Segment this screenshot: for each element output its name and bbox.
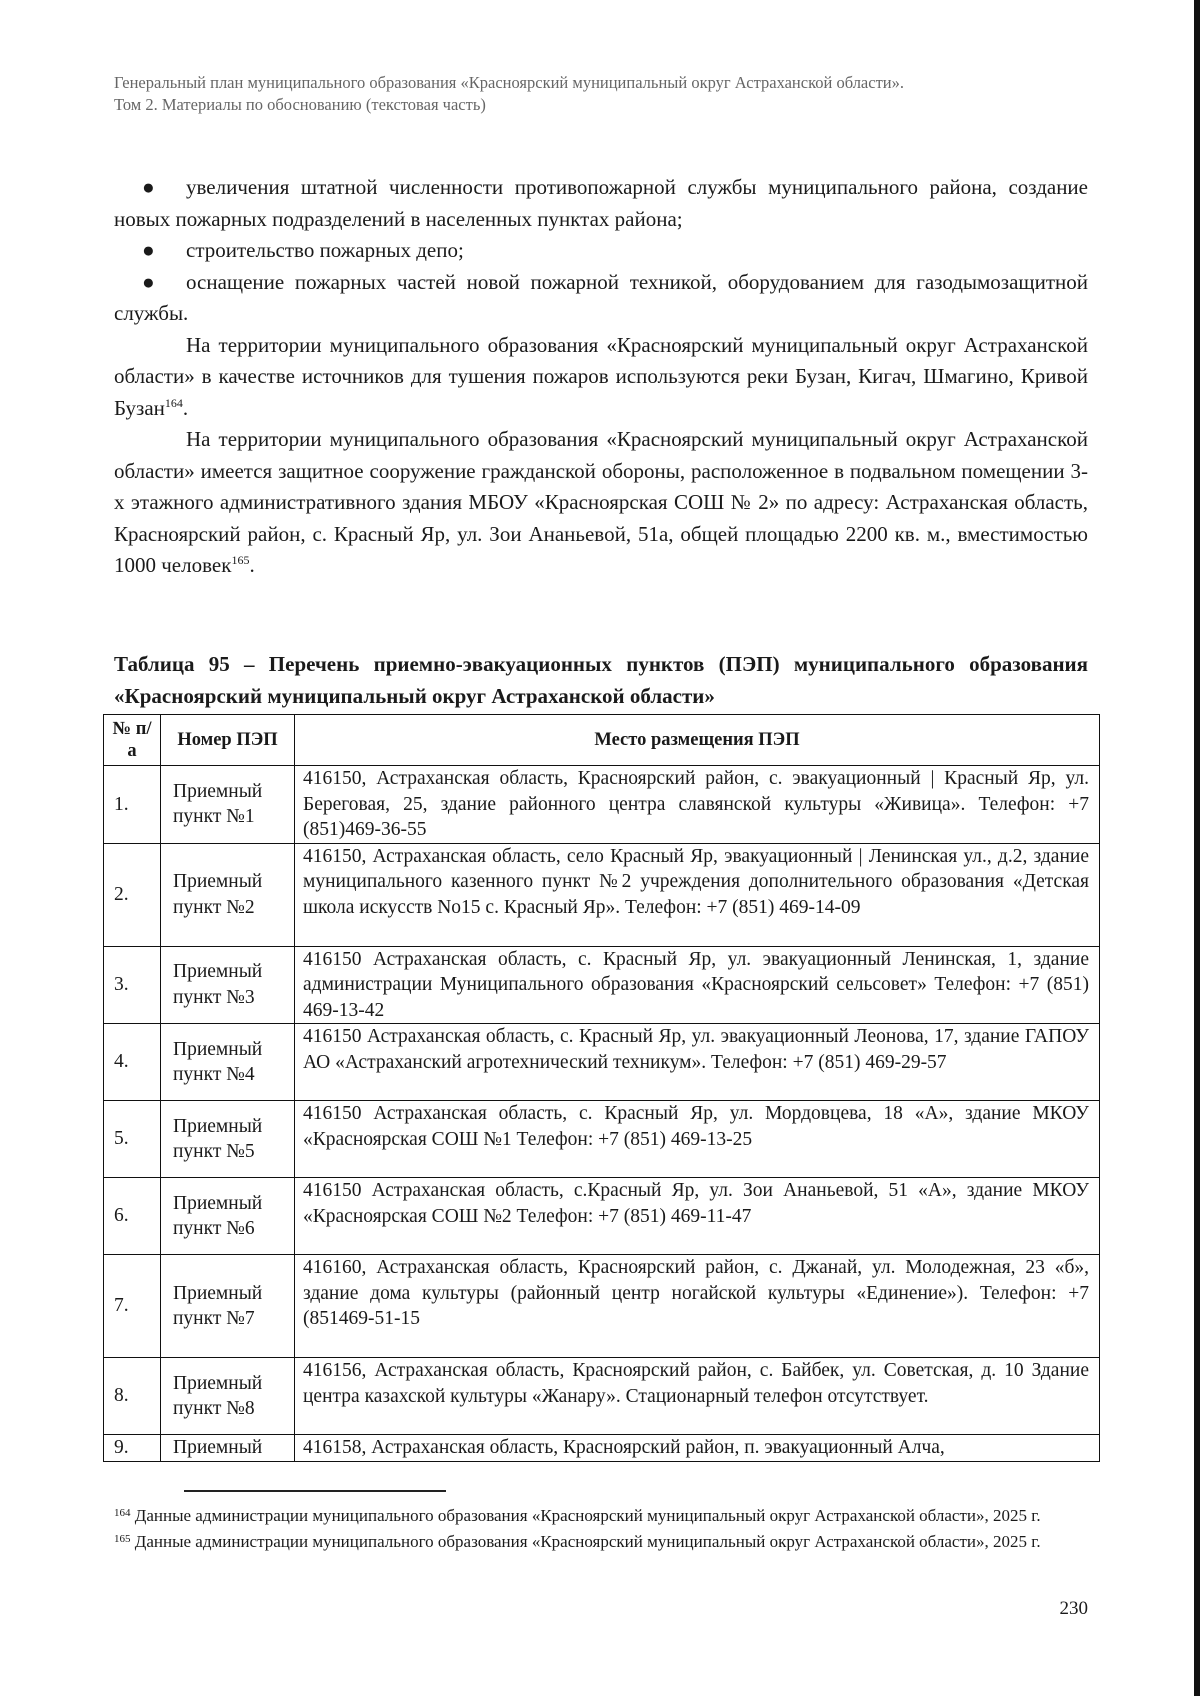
table-row: [104, 1101, 1100, 1178]
bullet-icon: ●: [142, 269, 155, 294]
row-number: 1.: [104, 766, 161, 844]
evacuation-points-table: [103, 714, 1100, 1462]
row-pep-name: Приемный пункт №5: [161, 1101, 295, 1178]
row-location: 416150 Астраханская область, с. Красный Яр, ул. эвакуационный Леонова, 17, здание ГАПОУ АО «Астраханский агротехнический техникум». Телефон: +7 (851) 469-29-57: [295, 1024, 1100, 1101]
footnote-164: $^{164}$ Данные администрации муниципального образования «Красноярский муниципальный округ Астраханской области», 2025 г.: [114, 1506, 1041, 1525]
row-pep-name: Приемный пункт №6: [161, 1178, 295, 1255]
row-number: 4.: [104, 1024, 161, 1101]
table-row: [104, 1358, 1100, 1435]
row-number: 6.: [104, 1178, 161, 1255]
running-header: [114, 72, 1088, 116]
row-pep-name: Приемный пункт №1: [161, 766, 295, 844]
row-pep-name: Приемный: [161, 1435, 295, 1462]
footnote-ref-164[interactable]: 164: [164, 395, 183, 410]
footnote-165: $^{165}$ Данные администрации муниципального образования «Красноярский муниципальный округ Астраханской области», 2025 г.: [114, 1532, 1041, 1551]
row-location: 416150 Астраханская область, с. Красный Яр, ул. эвакуационный Ленинская, 1, здание администрации Муниципального образования «Красноярский сельсовет» Телефон: +7 (851) 469-13-42: [295, 946, 1100, 1024]
row-pep-name: Приемный пункт №3: [161, 946, 295, 1024]
row-pep-name: Приемный пункт №7: [161, 1255, 295, 1358]
bullet-text: увеличения штатной численности противопожарной службы муниципального района, создание новых пожарных подразделений в населенных пунктах района;: [114, 175, 1088, 231]
page-number: 230: [1059, 1598, 1088, 1619]
table-row: [104, 1255, 1100, 1358]
row-number: 8.: [104, 1358, 161, 1435]
table-row: [104, 1178, 1100, 1255]
column-header-pep-name: Номер ПЭП: [161, 715, 295, 766]
table-row: [104, 946, 1100, 1024]
row-number: 5.: [104, 1101, 161, 1178]
column-header-number: № п/а: [104, 715, 161, 766]
bullet-text: строительство пожарных депо;: [186, 238, 464, 262]
row-location: 416150 Астраханская область, с. Красный Яр, ул. Мордовцева, 18 «А», здание МКОУ «Красноярская СОШ №1 Телефон: +7 (851) 469-13-25: [295, 1101, 1100, 1178]
row-location: 416156, Астраханская область, Красноярский район, с. Байбек, ул. Советская, д. 10 Здание центра казахской культуры «Жанару». Стационарный телефон отсутствует.: [295, 1358, 1100, 1435]
page-edge-border: [1194, 0, 1200, 1696]
footnote-separator: [184, 1490, 446, 1492]
paragraph-fire-sources: На территории муниципального образования «Красноярский муниципальный округ Астраханской области» в качестве источников для тушения пожаров используются реки Бузан, Кигач, Шмагино, Кривой Бузан$^{164}$.: [114, 332, 1088, 420]
bullet-text: оснащение пожарных частей новой пожарной техникой, оборудованием для газодымозащитной службы.: [114, 269, 1088, 325]
row-pep-name: Приемный пункт №8: [161, 1358, 295, 1435]
bullet-icon: ●: [142, 238, 155, 262]
row-location: 416150, Астраханская область, Красноярский район, с. эвакуационный | Красный Яр, ул. Береговая, 25, здание районного центра славянской культуры «Живица». Телефон: +7 (851)469-36-55: [295, 766, 1100, 844]
header-line-1: Генеральный план муниципального образования «Красноярский муниципальный округ Астраханской области».: [114, 73, 904, 92]
table-row: [104, 1435, 1100, 1462]
row-number: 3.: [104, 946, 161, 1024]
row-location: 416150, Астраханская область, село Красный Яр, эвакуационный | Ленинская ул., д.2, здание муниципального казенного пункт №2 учреждения дополнительного образования «Детская школа искусств No15 с. Красный Яр». Телефон: +7 (851) 469-14-09: [295, 843, 1100, 946]
paragraph-civil-defense: На территории муниципального образования «Красноярский муниципальный округ Астраханской области» имеется защитное сооружение гражданской обороны, расположенное в подвальном помещении 3-х этажного административного здания МБОУ «Красноярская СОШ № 2» по адресу: Астраханская область, Красноярский район, с. Красный Яр, ул. Зои Ананьевой, 51а, общей площадью 2200 кв. м., вместимостью 1000 человек$^{165}$.: [114, 427, 1088, 577]
row-number: 7.: [104, 1255, 161, 1358]
bullet-item: [114, 235, 1088, 267]
row-location: 416158, Астраханская область, Красноярский район, п. эвакуационный Алча,: [295, 1435, 1100, 1462]
row-number: 2.: [104, 843, 161, 946]
row-pep-name: Приемный пункт №2: [161, 843, 295, 946]
header-line-2: Том 2. Материалы по обоснованию (текстовая часть): [114, 95, 486, 114]
row-location: 416160, Астраханская область, Красноярский район, с. Джанай, ул. Молодежная, 23 «б», здание дома культуры (районный центр ногайской культуры «Единение»). Телефон: +7 (851469-51-15: [295, 1255, 1100, 1358]
table-row: [104, 766, 1100, 844]
column-header-location: Место размещения ПЭП: [295, 715, 1100, 766]
table-row: [104, 843, 1100, 946]
body-text: [114, 172, 1088, 582]
row-pep-name: Приемный пункт №4: [161, 1024, 295, 1101]
table-title: Таблица 95 – Перечень приемно-эвакуационных пунктов (ПЭП) муниципального образования «Красноярский муниципальный округ Астраханской области»: [114, 652, 1088, 708]
bullet-item: [114, 267, 1088, 330]
table-row: [104, 1024, 1100, 1101]
footnote-ref-165[interactable]: 165: [231, 553, 250, 567]
row-location: 416150 Астраханская область, с.Красный Яр, ул. Зои Ананьевой, 51 «А», здание МКОУ «Красноярская СОШ №2 Телефон: +7 (851) 469-11-47: [295, 1178, 1100, 1255]
table-header-row: [104, 715, 1100, 766]
bullet-icon: ●: [142, 175, 155, 199]
bullet-item: [114, 172, 1088, 235]
row-number: 9.: [104, 1435, 161, 1462]
footnotes: [114, 1504, 1088, 1556]
